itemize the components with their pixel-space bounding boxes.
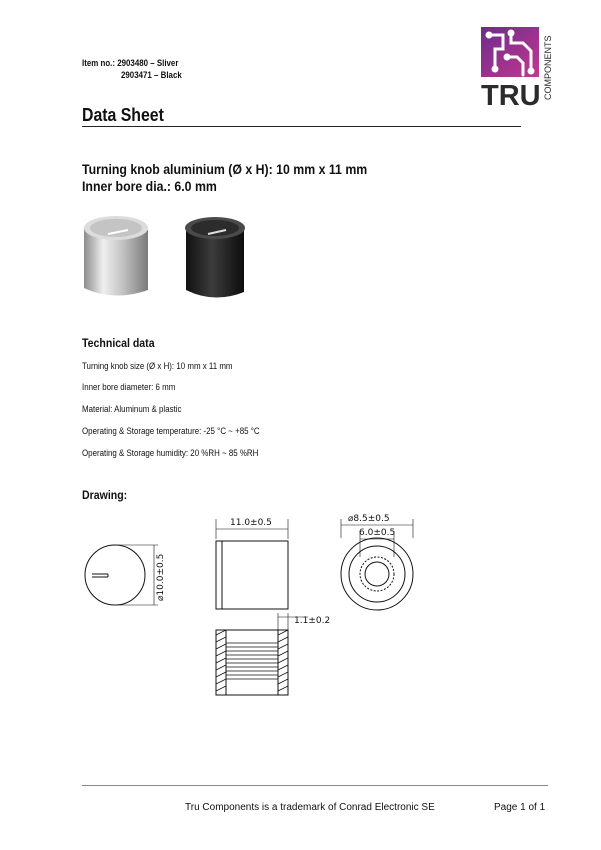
footer-trademark: Tru Components is a trademark of Conrad Electronic SE bbox=[185, 802, 435, 813]
item-number-label: Item no.: 2903480 – Sliver bbox=[82, 58, 179, 68]
technical-data-heading: Technical data bbox=[82, 336, 155, 350]
footer-page-number: Page 1 of 1 bbox=[494, 802, 546, 813]
front-view-circle bbox=[85, 545, 145, 605]
product-title bbox=[82, 161, 367, 195]
spec-item-bore: Inner bore diameter: 6 mm bbox=[82, 382, 176, 392]
top-view-ring bbox=[349, 546, 405, 602]
footer-divider bbox=[82, 785, 548, 786]
logo-components-text: COMPONENTS bbox=[543, 35, 553, 100]
top-view-outer-circle bbox=[341, 538, 413, 610]
dim-label-height: 11.0±0.5 bbox=[230, 518, 272, 528]
top-view-bore bbox=[365, 562, 389, 586]
logo-brand-text: TRU bbox=[481, 80, 541, 111]
side-view-body bbox=[216, 541, 288, 609]
technical-drawing bbox=[78, 505, 418, 705]
spec-item-material: Material: Aluminum & plastic bbox=[82, 404, 182, 414]
spec-item-humidity: Operating & Storage humidity: 20 %RH ~ 85 %RH bbox=[82, 448, 259, 458]
section-view-body bbox=[216, 630, 288, 695]
product-title-line2: Inner bore dia.: 6.0 mm bbox=[82, 178, 217, 194]
dim-label-wall: 1.1±0.2 bbox=[294, 616, 331, 626]
drawing-heading: Drawing: bbox=[82, 488, 128, 502]
spec-item-size: Turning knob size (Ø x H): 10 mm x 11 mm bbox=[82, 361, 233, 371]
dim-label-outer: ⌀8.5±0.5 bbox=[348, 514, 390, 524]
page-title: Data Sheet bbox=[82, 105, 164, 125]
spec-item-temperature: Operating & Storage temperature: -25 °C ~ +85 °C bbox=[82, 426, 260, 436]
silver-knob-photo bbox=[78, 210, 168, 302]
black-knob-photo bbox=[180, 212, 260, 304]
dim-label-diameter: ⌀10.0±0.5 bbox=[156, 553, 166, 601]
product-title-line1: Turning knob aluminium (Ø x H): 10 mm x 11 mm bbox=[82, 161, 368, 177]
dim-label-inner: 6.0±0.5 bbox=[359, 528, 396, 538]
item-number-black: 2903471 – Black bbox=[121, 70, 182, 80]
title-divider bbox=[82, 126, 521, 127]
logo-components-text-wrapper bbox=[542, 28, 554, 100]
